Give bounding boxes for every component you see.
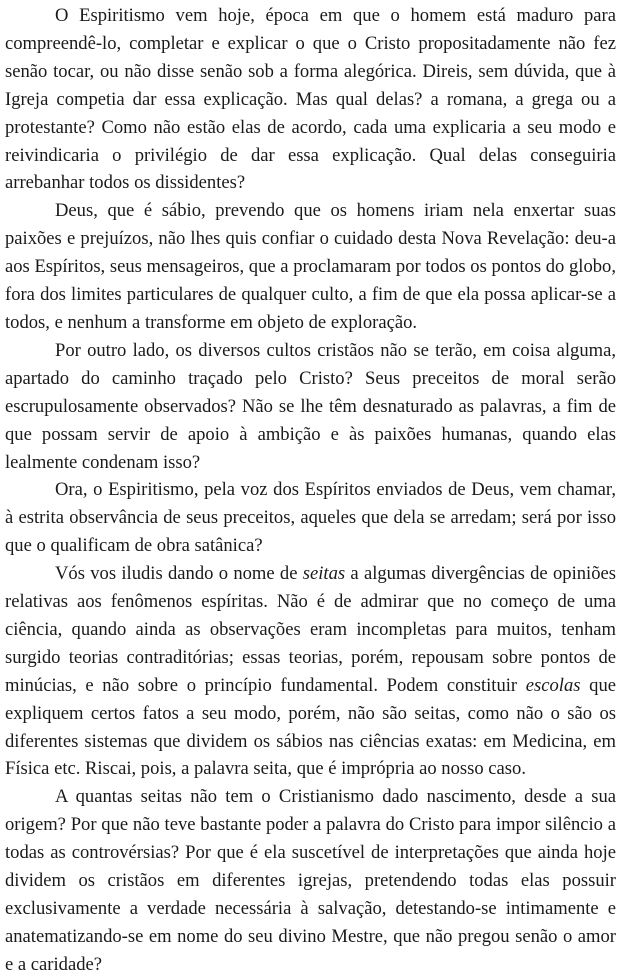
italic-term-escolas: escolas — [525, 674, 581, 696]
paragraph-4 — [5, 476, 616, 560]
paragraph-5-text-a: Vós vos iludis dando o nome de — [55, 563, 303, 585]
paragraph-2-text: Deus, que é sábio, prevendo que os homens iriam nela enxertar suas paixões e prejuízos, não lhes quis confiar o cuidado desta Nova Revelação: deu-a aos Espíritos, seus mensageiros, que a proclamaram por todos os pontos do globo, fora dos limites particulares de qualquer culto, a fim de que ela possa aplicar-se a todos, e nenhum a transforme em objeto de exploração. — [5, 200, 616, 333]
paragraph-5-text-c: que expliquem certos fatos a seu modo, porém, não são seitas, como não o são os diferentes sistemas que dividem os sábios nas ciências exatas: em Medicina, em Física etc. Riscai, pois, a palavra seita, que é imprópria ao nosso caso. — [5, 674, 616, 780]
paragraph-5 — [5, 560, 616, 783]
paragraph-3-text: Por outro lado, os diversos cultos cristãos não se terão, em coisa alguma, apartado do caminho traçado pelo Cristo? Seus preceitos de moral serão escrupulosamente observados? Não se lhe têm desnaturado as palavras, a fim de que possam servir de apoio à ambição e às paixões humanas, quando elas lealmente condenam isso? — [5, 339, 616, 473]
paragraph-6-text: A quantas seitas não tem o Cristianismo dado nascimento, desde a sua origem? Por que não teve bastante poder a palavra do Cristo para impor silêncio a todas as controvérsias? Por que é ela suscetível de interpretações que ainda hoje dividem os cristãos em diferentes igrejas, pretendendo todas elas possuir exclusivamente a verdade necessária à salvação, detestando-se intimamente e anatematizando-se em nome do seu divino Mestre, que não pregou senão o amor e a caridade? — [5, 786, 616, 975]
italic-term-seitas: seitas — [302, 563, 346, 585]
paragraph-3 — [5, 337, 616, 477]
paragraph-1 — [5, 2, 616, 197]
paragraph-4-text: Ora, o Espiritismo, pela voz dos Espíritos enviados de Deus, vem chamar, à estrita observância de seus preceitos, aqueles que dela se arredam; será por isso que o qualificam de obra satânica? — [5, 479, 616, 557]
paragraph-1-text: O Espiritismo vem hoje, época em que o homem está maduro para compreendê-lo, completar e explicar o que o Cristo propositadamente não fez senão tocar, ou não disse senão sob a forma alegórica. Direis, sem dúvida, que à Igreja competia dar essa explicação. Mas qual delas? a romana, a grega ou a protestante? Como não estão elas de acordo, cada uma explicaria a seu modo e reivindicaria o privilégio de dar essa explicação. Qual delas conseguiria arrebanhar todos os dissidentes? — [5, 5, 616, 194]
paragraph-6 — [5, 783, 616, 978]
paragraph-2 — [5, 197, 616, 337]
paragraph-5-text-b: a algumas divergências de opiniões relativas aos fenômenos espíritas. Não é de admirar que no começo de uma ciência, quando ainda as observações eram incompletas para muitos, tenham surgido teorias contraditórias; essas teorias, porém, repousam sobre pontos de minúcias, e não sobre o princípio fundamental. Podem constituir — [5, 563, 616, 696]
